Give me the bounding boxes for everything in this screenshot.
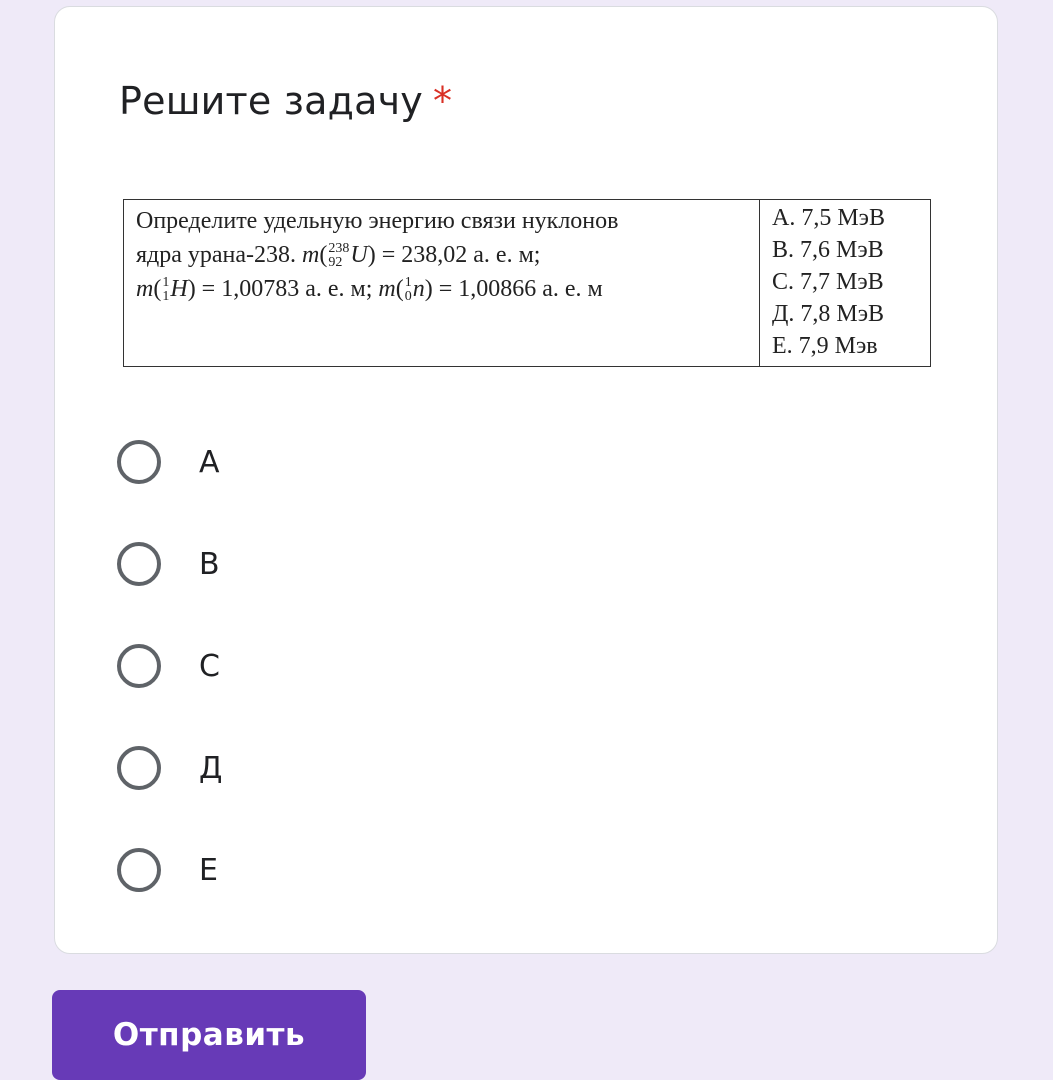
- problem-line-3: m( 1 1 H) = 1,00783 а. е. м; m( 1 0 n) = 1,00866 а. е. м: [136, 275, 603, 305]
- mass-symbol-h: m: [136, 276, 154, 302]
- option-label: С: [199, 648, 220, 684]
- option-c[interactable]: [117, 615, 222, 717]
- problem-line-2-prefix: ядра урана-238.: [136, 242, 303, 268]
- uranium-mass-number: 238: [328, 241, 350, 257]
- uranium-mass-value: ) = 238,02 а. е. м;: [367, 242, 541, 268]
- radio-button[interactable]: [117, 848, 161, 892]
- mass-symbol-u: m: [302, 242, 320, 268]
- option-label: Д: [199, 750, 223, 786]
- radio-button[interactable]: [117, 644, 161, 688]
- option-b[interactable]: [117, 513, 222, 615]
- problem-image-table: [123, 199, 931, 367]
- problem-statement: [124, 200, 760, 366]
- option-label: В: [199, 546, 220, 582]
- answer-choice: С. 7,7 МэВ: [772, 269, 884, 295]
- option-label: Е: [199, 852, 218, 888]
- hydrogen-atomic-number: 1: [162, 289, 170, 305]
- answer-choice: Д. 7,8 МэВ: [772, 301, 885, 327]
- radio-button[interactable]: [117, 542, 161, 586]
- submit-button[interactable]: Отправить: [52, 990, 366, 1080]
- radio-button[interactable]: [117, 440, 161, 484]
- uranium-atomic-number: 92: [328, 255, 343, 271]
- radio-options: [117, 411, 222, 921]
- neutron-mass-value: ) = 1,00866 а. е. м: [424, 276, 603, 302]
- neutron-atomic-number: 0: [404, 289, 412, 305]
- uranium-nuclide-numbers: [328, 242, 349, 270]
- problem-line-2: ядра урана-238. m( 238 92 U) = 238,02 а. е. м;: [136, 241, 541, 271]
- required-star: *: [432, 79, 453, 123]
- hydrogen-nuclide-numbers: [162, 276, 169, 304]
- question-card: [54, 6, 998, 954]
- answer-choice: В. 7,6 МэВ: [772, 237, 884, 263]
- option-e[interactable]: [117, 819, 222, 921]
- uranium-symbol: U: [350, 242, 368, 268]
- answer-choice: Е. 7,9 Мэв: [772, 333, 878, 359]
- hydrogen-symbol: H: [170, 276, 188, 302]
- option-d[interactable]: [117, 717, 222, 819]
- hydrogen-mass-value: ) = 1,00783 а. е. м;: [187, 276, 379, 302]
- neutron-mass-number: 1: [404, 275, 412, 291]
- mass-symbol-n: m: [378, 276, 396, 302]
- answer-choice: А. 7,5 МэВ: [772, 205, 885, 231]
- neutron-symbol: n: [412, 276, 425, 302]
- option-a[interactable]: [117, 411, 222, 513]
- hydrogen-mass-number: 1: [162, 275, 170, 291]
- question-title-text: Решите задачу: [119, 79, 423, 123]
- answer-choices-column: [760, 200, 930, 366]
- radio-button[interactable]: [117, 746, 161, 790]
- problem-line-1: Определите удельную энергию связи нуклонов: [136, 208, 619, 234]
- neutron-nuclide-numbers: [405, 276, 412, 304]
- option-label: А: [199, 444, 220, 480]
- question-title: [119, 79, 452, 123]
